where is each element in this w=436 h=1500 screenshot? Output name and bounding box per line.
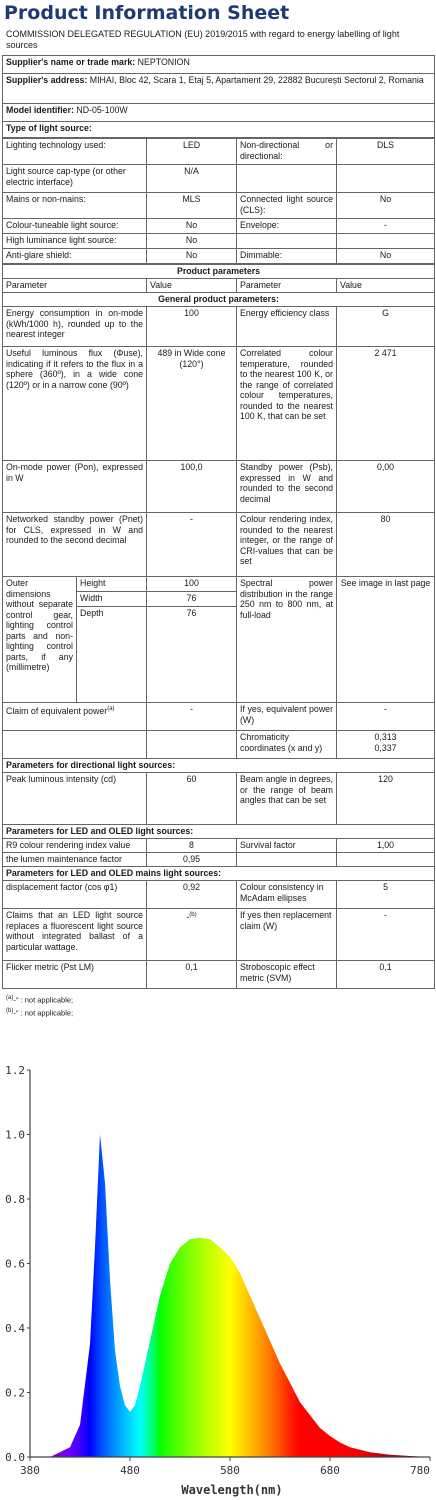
supplier-name-label: Supplier's name or trade mark: bbox=[6, 57, 136, 67]
lumen-maintenance-value: 0,95 bbox=[147, 853, 237, 867]
cct-value: 2 471 bbox=[337, 347, 435, 461]
displacement-factor-value: 0,92 bbox=[147, 881, 237, 909]
on-mode-power-label: On-mode power (Pon), expressed in W bbox=[3, 461, 147, 513]
width-value: 76 bbox=[147, 592, 237, 607]
type-label: Connected light source (CLS): bbox=[237, 193, 337, 219]
outer-dimensions-label: Outer dimensions without separate control gear, lighting control parts and non-lighting control parts, if any (millimetre) bbox=[3, 577, 77, 703]
table-row bbox=[3, 881, 435, 909]
led-heading: Parameters for LED and OLED light sources: bbox=[3, 825, 435, 839]
column-header-parameter: Parameter bbox=[3, 279, 147, 293]
height-value: 100 bbox=[147, 577, 237, 592]
colour-consistency-value: 5 bbox=[337, 881, 435, 909]
lumen-maintenance-label: the lumen maintenance factor bbox=[3, 853, 147, 867]
type-label: Non-directional or directional: bbox=[237, 139, 337, 165]
supplier-address-label: Supplier's address: bbox=[6, 75, 88, 85]
y-tick-label: 0.6 bbox=[5, 1257, 25, 1271]
energy-class-value: G bbox=[337, 307, 435, 347]
type-value: No bbox=[337, 249, 435, 264]
column-header-parameter: Parameter bbox=[237, 279, 337, 293]
type-label: High luminance light source: bbox=[3, 234, 147, 249]
y-tick-label: 0.8 bbox=[5, 1193, 25, 1206]
chromaticity-x: 0,313 bbox=[374, 732, 397, 742]
table-row bbox=[3, 307, 435, 347]
equivalent-power-w-label: If yes, equivalent power (W) bbox=[237, 703, 337, 731]
footnote-b bbox=[0, 1006, 436, 1019]
model-id-value: ND-05-100W bbox=[76, 105, 128, 115]
r9-label: R9 colour rendering index value bbox=[3, 839, 147, 853]
table-row bbox=[3, 909, 435, 961]
equivalent-power-w-value: - bbox=[337, 703, 435, 731]
type-row bbox=[3, 249, 435, 264]
type-row bbox=[3, 219, 435, 234]
type-row bbox=[3, 193, 435, 219]
mains-heading: Parameters for LED and OLED mains light sources: bbox=[3, 867, 435, 881]
y-tick-label: 0.2 bbox=[5, 1386, 25, 1400]
networked-standby-label: Networked standby power (Pnet) for CLS, expressed in W and rounded to the second decimal bbox=[3, 513, 147, 577]
energy-consumption-label: Energy consumption in on-mode (kWh/1000 h), rounded up to the nearest integer bbox=[3, 307, 147, 347]
model-id-label: Model identifier: bbox=[6, 105, 74, 115]
general-parameters-heading: General product parameters: bbox=[3, 293, 435, 307]
type-value: - bbox=[337, 219, 435, 234]
x-tick-label: 780 bbox=[410, 1464, 430, 1477]
table-row bbox=[3, 347, 435, 461]
cri-label: Colour rendering index, rounded to the nearest integer, or the range of CRI-values that can be set bbox=[237, 513, 337, 577]
flicker-value: 0,1 bbox=[147, 961, 237, 989]
type-value: MLS bbox=[147, 193, 237, 219]
type-value: No bbox=[147, 219, 237, 234]
standby-power-value: 0,00 bbox=[337, 461, 435, 513]
luminous-flux-label: Useful luminous flux (Φuse), indicating if it refers to the flux in a sphere (360º), in a wide cone (120º) or in a narrow cone (90º) bbox=[3, 347, 147, 461]
spectrum-area bbox=[30, 1135, 430, 1458]
type-label: Anti-glare shield: bbox=[3, 249, 147, 264]
footnote-b-text: -" : not applicable; bbox=[13, 1008, 74, 1017]
beam-angle-value: 120 bbox=[337, 773, 435, 825]
type-label: Envelope: bbox=[237, 219, 337, 234]
supplier-name-value: NEPTONION bbox=[137, 57, 190, 67]
peak-intensity-label: Peak luminous intensity (cd) bbox=[3, 773, 147, 825]
table-row bbox=[3, 513, 435, 577]
flicker-label: Flicker metric (Pst LM) bbox=[3, 961, 147, 989]
footnote-ref: (a) bbox=[107, 706, 115, 712]
spectral-distribution-label: Spectral power distribution in the range 250 nm to 800 nm, at full-load bbox=[237, 577, 337, 703]
luminous-flux-value: 489 in Wide cone (120°) bbox=[147, 347, 237, 461]
y-tick-label: 1.2 bbox=[5, 1064, 25, 1077]
survival-factor-value: 1,00 bbox=[337, 839, 435, 853]
led-replacement-claim-label: Claims that an LED light source replaces a fluorescent light source without integrated ballast of a particular wattage. bbox=[3, 909, 147, 961]
chromaticity-value bbox=[337, 731, 435, 759]
type-value: N/A bbox=[147, 165, 237, 193]
table-row bbox=[3, 839, 435, 853]
led-replacement-claim-value bbox=[147, 909, 237, 961]
cct-label: Correlated colour temperature, rounded to the nearest 100 K, or the range of correlated colour temperatures, rounded to the nearest 100 K, that can be set bbox=[237, 347, 337, 461]
table-row bbox=[3, 703, 435, 731]
replacement-claim-w-value: - bbox=[337, 909, 435, 961]
column-header-value: Value bbox=[337, 279, 435, 293]
footnote-a-mark: (a) bbox=[6, 995, 14, 1001]
spectrum-chart bbox=[0, 1062, 436, 1500]
table-row bbox=[3, 853, 435, 867]
type-label: Light source cap-type (or other electric interface) bbox=[3, 165, 147, 193]
type-value: No bbox=[337, 193, 435, 219]
type-label: Lighting technology used: bbox=[3, 139, 147, 165]
equivalent-power-value: - bbox=[147, 703, 237, 731]
type-label: Colour-tuneable light source: bbox=[3, 219, 147, 234]
supplier-table bbox=[2, 55, 435, 138]
table-row bbox=[3, 461, 435, 513]
displacement-factor-label: displacement factor (cos φ1) bbox=[3, 881, 147, 909]
on-mode-power-value: 100,0 bbox=[147, 461, 237, 513]
x-axis-label: Wavelength(nm) bbox=[181, 1483, 283, 1497]
footnote-b-mark: (b) bbox=[6, 1007, 14, 1014]
y-tick-label: 1.0 bbox=[5, 1128, 25, 1142]
height-label: Height bbox=[77, 577, 147, 592]
x-tick-label: 480 bbox=[120, 1464, 140, 1477]
x-tick-label: 380 bbox=[20, 1464, 40, 1477]
standby-power-label: Standby power (Psb), expressed in W and rounded to the second decimal bbox=[237, 461, 337, 513]
chromaticity-label: Chromaticity coordinates (x and y) bbox=[237, 731, 337, 759]
table-row bbox=[3, 773, 435, 825]
depth-label: Depth bbox=[77, 607, 147, 703]
column-header-value: Value bbox=[147, 279, 237, 293]
peak-intensity-value: 60 bbox=[147, 773, 237, 825]
energy-consumption-value: 100 bbox=[147, 307, 237, 347]
type-value: No bbox=[147, 234, 237, 249]
type-label: Dimmable: bbox=[237, 249, 337, 264]
type-value: DLS bbox=[337, 139, 435, 165]
page-title: Product Information Sheet bbox=[4, 2, 290, 24]
table-row bbox=[3, 731, 435, 759]
beam-angle-label: Beam angle in degrees, or the range of beam angles that can be set bbox=[237, 773, 337, 825]
survival-factor-label: Survival factor bbox=[237, 839, 337, 853]
equivalent-power-label bbox=[3, 703, 147, 731]
cri-value: 80 bbox=[337, 513, 435, 577]
y-tick-label: 0.4 bbox=[5, 1322, 25, 1335]
width-label: Width bbox=[77, 592, 147, 607]
footnote-a-text: -" : not applicable; bbox=[13, 995, 74, 1005]
type-value bbox=[337, 234, 435, 249]
footnote-a bbox=[0, 993, 436, 1006]
type-heading: Type of light source: bbox=[3, 122, 435, 138]
directional-heading: Parameters for directional light sources: bbox=[3, 759, 435, 773]
equivalent-power-text: Claim of equivalent power bbox=[6, 705, 108, 716]
table-row bbox=[3, 961, 435, 989]
type-row bbox=[3, 139, 435, 165]
type-value: LED bbox=[147, 139, 237, 165]
type-label bbox=[237, 234, 337, 249]
replacement-claim-w-label: If yes then replacement claim (W) bbox=[237, 909, 337, 961]
svm-value: 0,1 bbox=[337, 961, 435, 989]
table-row bbox=[3, 577, 435, 592]
product-parameters-heading: Product parameters bbox=[3, 265, 435, 279]
spectral-distribution-value: See image in last page bbox=[337, 577, 435, 703]
type-label bbox=[237, 165, 337, 193]
claim-dash: - bbox=[186, 911, 190, 922]
type-value: No bbox=[147, 249, 237, 264]
y-tick-label: 0.0 bbox=[5, 1451, 25, 1464]
depth-value: 76 bbox=[147, 607, 237, 703]
type-label: Mains or non-mains: bbox=[3, 193, 147, 219]
chromaticity-y: 0,337 bbox=[374, 742, 397, 753]
type-row bbox=[3, 234, 435, 249]
supplier-address-value: MIHAI, Bloc 42, Scara 1, Etaj 5, Apartament 29, 22882 București Sectorul 2, Romania bbox=[89, 75, 424, 85]
colour-consistency-label: Colour consistency in McAdam ellipses bbox=[237, 881, 337, 909]
energy-class-label: Energy efficiency class bbox=[237, 307, 337, 347]
regulation-text: COMMISSION DELEGATED REGULATION (EU) 2019/2015 with regard to energy labelling of light sources bbox=[6, 29, 400, 50]
x-tick-label: 680 bbox=[320, 1464, 340, 1477]
type-value bbox=[337, 165, 435, 193]
parameters-table bbox=[2, 264, 435, 989]
networked-standby-value: - bbox=[147, 513, 237, 577]
r9-value: 8 bbox=[147, 839, 237, 853]
svm-label: Stroboscopic effect metric (SVM) bbox=[237, 961, 337, 989]
x-tick-label: 580 bbox=[220, 1464, 240, 1477]
footnote-ref: (b) bbox=[189, 912, 197, 918]
type-table bbox=[2, 138, 435, 264]
type-row bbox=[3, 165, 435, 193]
